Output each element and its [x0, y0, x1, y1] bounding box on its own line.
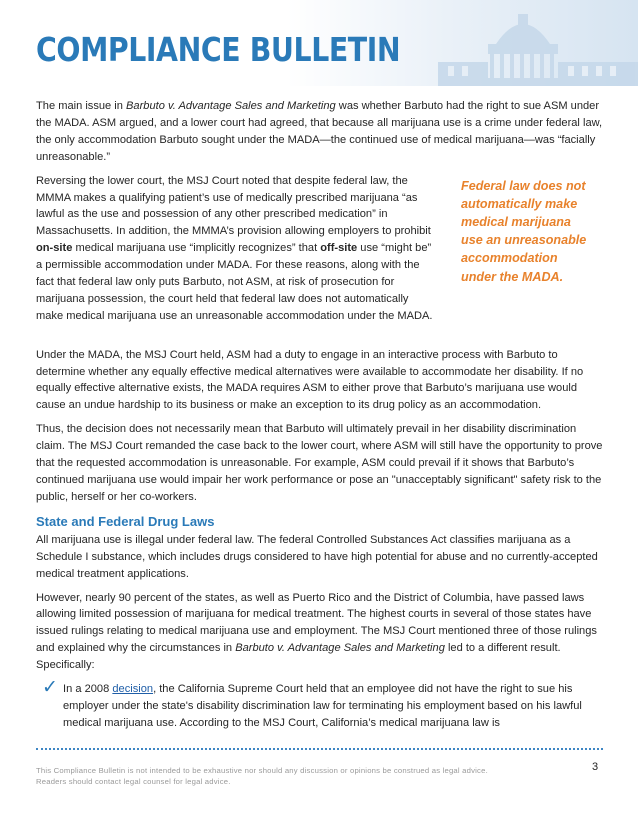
capitol-building-illustration [378, 0, 638, 86]
paragraph-federal-law: All marijuana use is illegal under federal law. The federal Controlled Substances Act classifies marijuana as a Schedule I substance, which includes drugs considered to have high potential for abuse and no currently-accepted medical treatment applications. [36, 533, 598, 580]
section-heading: State and Federal Drug Laws [36, 513, 215, 529]
paragraph-main-issue: The main issue in Barbuto v. Advantage Sales and Marketing was whether Barbuto had the right to sue ASM under the MADA. ASM argued, and a lower court had agreed, that because all marijuana use is a crime under federal law, the only accommodation Barbuto sought under the MADA—the continued use of medical marijuana—was “facially unreasonable.” [36, 100, 603, 163]
paragraph-reversal: Reversing the lower court, the MSJ Court noted that despite federal law, the MMMA makes a qualifying patient’s use of medically prescribed marijuana “as lawful as the use and possession of any other prescribed medication” in Massachusetts. In addition, the MMMA’s provision allowing employers to prohibit on-site medical marijuana use “implicitly recognizes” that off-site use “might be” a permissible accommodation under MADA. For these reasons, along with the fact that federal law only puts Barbuto, not ASM, at risk of prosecution for marijuana possession, the court held that federal law does not automatically make medical marijuana use an unreasonable accommodation under the MADA. [36, 174, 433, 322]
paragraph-interactive-process: Under the MADA, the MSJ Court held, ASM had a duty to engage in an interactive process with Barbuto to determine whether any equally effective medical alternatives were available to accommodate her disability. If no equally effective alternative exists, the MADA requires ASM to either prove that Barbuto’s marijuana use would cause an undue hardship to its business or make an exception to its drug policy as an accommodation. [36, 348, 584, 412]
pull-quote: Federal law does not automatically make medical marijuana use an unreasonable accommodation under the MADA. [461, 178, 587, 284]
emphasis-on-site: on-site [36, 242, 73, 255]
disclaimer-line-1: This Compliance Bulletin is not intended to be exhaustive nor should any discussion or opinions be construed as legal advice. [36, 766, 488, 775]
paragraph-remand: Thus, the decision does not necessarily mean that Barbuto will ultimately prevail in her disability discrimination claim. The MSJ Court remanded the case back to the lower court, where ASM will still have the opportunity to prove that the requested accommodation is unreasonable. For example, ASM could prevail if it shows that Barbuto’s continued marijuana use would impair her work performance or pose an "unacceptably significant" safety risk to the public, herself or her co-workers. [36, 423, 603, 503]
page-number: 3 [592, 761, 599, 773]
paragraph-state-laws: However, nearly 90 percent of the states, as well as Puerto Rico and the District of Columbia, have passed laws allowing limited possession of marijuana for medical treatment. The highest courts in several of those states have issued rulings relating to medical marijuana use and employment. The MSJ Court mentioned three of those rulings and explained why the circumstances in Barbuto v. Advantage Sales and Marketing led to a different result. Specifically: [36, 591, 597, 672]
reversal-section [36, 173, 603, 340]
checkmark-icon: ✓ [42, 677, 58, 699]
bulletin-body [36, 98, 603, 732]
page-header [0, 0, 638, 86]
footer-divider [36, 748, 603, 750]
emphasis-off-site: off-site [320, 242, 358, 255]
case-name: Barbuto v. Advantage Sales and Marketing [235, 642, 445, 655]
disclaimer-line-2: Readers should contact legal counsel for legal advice. [36, 777, 231, 787]
decision-link[interactable]: decision [112, 683, 154, 696]
case-name: Barbuto v. Advantage Sales and Marketing [126, 100, 336, 112]
footer-disclaimer [36, 765, 556, 787]
page-title: COMPLIANCE BULLETIN [36, 30, 401, 69]
list-item: ✓ In a 2008 decision, the California Supreme Court held that an employee did not have the right to sue his employer under the state's disability discrimination law for terminating his employment based on his lawful medical marijuana use. According to the MSJ Court, California’s medical marijuana law is [42, 677, 582, 729]
